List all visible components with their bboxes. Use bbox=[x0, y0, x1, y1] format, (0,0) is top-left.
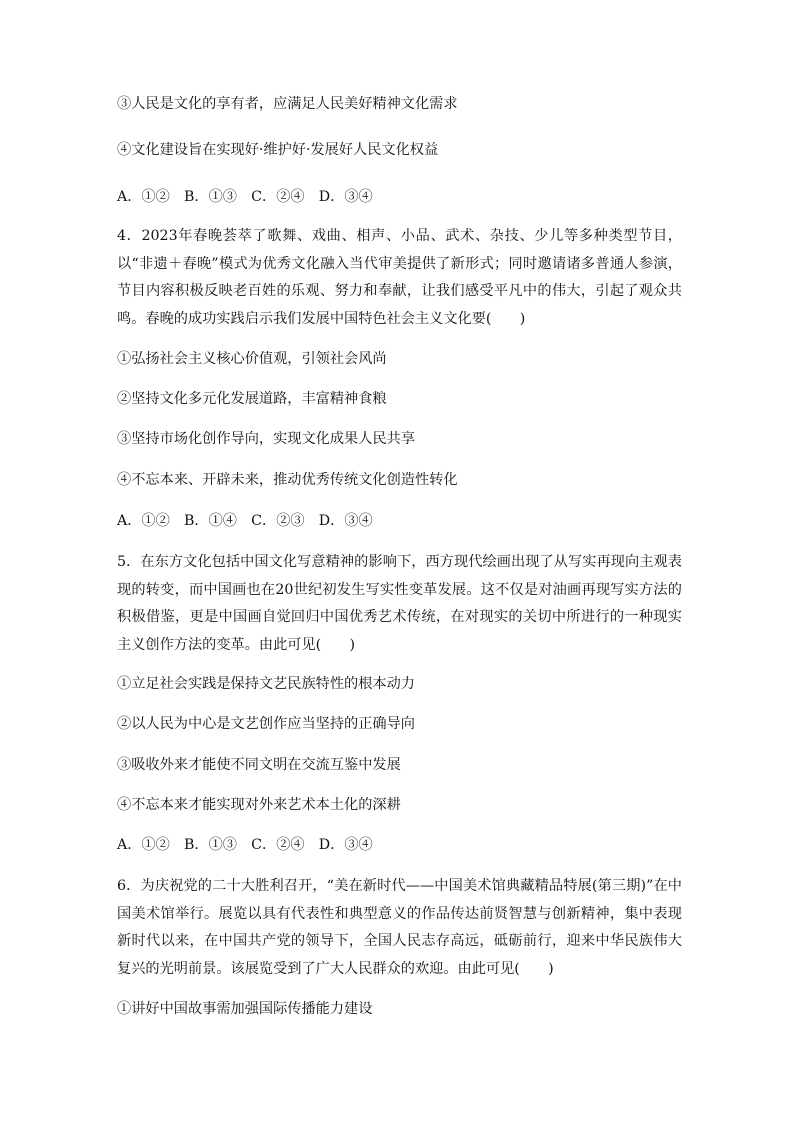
question-5-option-4: ④不忘本来才能实现对外来艺术本土化的深耕 bbox=[117, 797, 401, 813]
question-4-answer-choices: A．①② B．①④ C．②③ D．③④ bbox=[117, 513, 373, 529]
question-4-option-2: ②坚持文化多元化发展道路，丰富精神食粮 bbox=[117, 391, 387, 407]
question-4-option-3: ③坚持市场化创作导向，实现文化成果人民共享 bbox=[117, 431, 415, 447]
question-6-stem: 6．为庆祝党的二十大胜利召开，“美在新时代——中国美术馆典藏精品特展(第三期)”在中国美术馆举行。展览以具有代表性和典型意义的作品传达前贤智慧与创新精神，集中表现新时代以来，在中国共产党的领导下，全国人民志存高远，砥砺前行，迎来中华民族伟大复兴的光明前景。该展览受到了广大人民群众的欢迎。由此可见( ) bbox=[117, 878, 682, 977]
question-4-option-1: ①弘扬社会主义核心价值观，引领社会风尚 bbox=[117, 351, 387, 367]
question-4-stem: 4．2023年春晚荟萃了歌舞、戏曲、相声、小品、武术、杂技、少儿等多种类型节目，以“非遗＋春晚”模式为优秀文化融入当代审美提供了新形式；同时邀请诸多普通人参演，节目内容积极反映老百姓的乐观、努力和奉献，让我们感受平凡中的伟大，引起了观众共鸣。春晚的成功实践启示我们发展中国特色社会主义文化要( ) bbox=[117, 228, 682, 327]
question-5-stem: 5．在东方文化包括中国文化写意精神的影响下，西方现代绘画出现了从写实再现向主观表现的转变，而中国画也在20世纪初发生写实性变革发展。这不仅是对油画再现写实方法的积极借鉴，更是中国画自觉回归中国优秀艺术传统，在对现实的关切中所进行的一种现实主义创作方法的变革。由此可见( ) bbox=[117, 554, 682, 653]
question-5-option-1: ①立足社会实践是保持文艺民族特性的根本动力 bbox=[117, 676, 415, 692]
question-6-option-1: ①讲好中国故事需加强国际传播能力建设 bbox=[117, 1001, 373, 1017]
answer-choices: A．①② B．①③ C．②④ D．③④ bbox=[117, 189, 373, 205]
option-3: ③人民是文化的享有者，应满足人民美好精神文化需求 bbox=[117, 96, 458, 112]
question-5-answer-choices: A．①② B．①③ C．②④ D．③④ bbox=[117, 837, 373, 853]
option-4: ④文化建设旨在实现好·维护好·发展好人民文化权益 bbox=[117, 142, 439, 158]
question-5-option-2: ②以人民为中心是文艺创作应当坚持的正确导向 bbox=[117, 716, 415, 732]
question-4-option-4: ④不忘本来、开辟未来，推动优秀传统文化创造性转化 bbox=[117, 472, 458, 488]
question-5-option-3: ③吸收外来才能使不同文明在交流互鉴中发展 bbox=[117, 757, 401, 773]
